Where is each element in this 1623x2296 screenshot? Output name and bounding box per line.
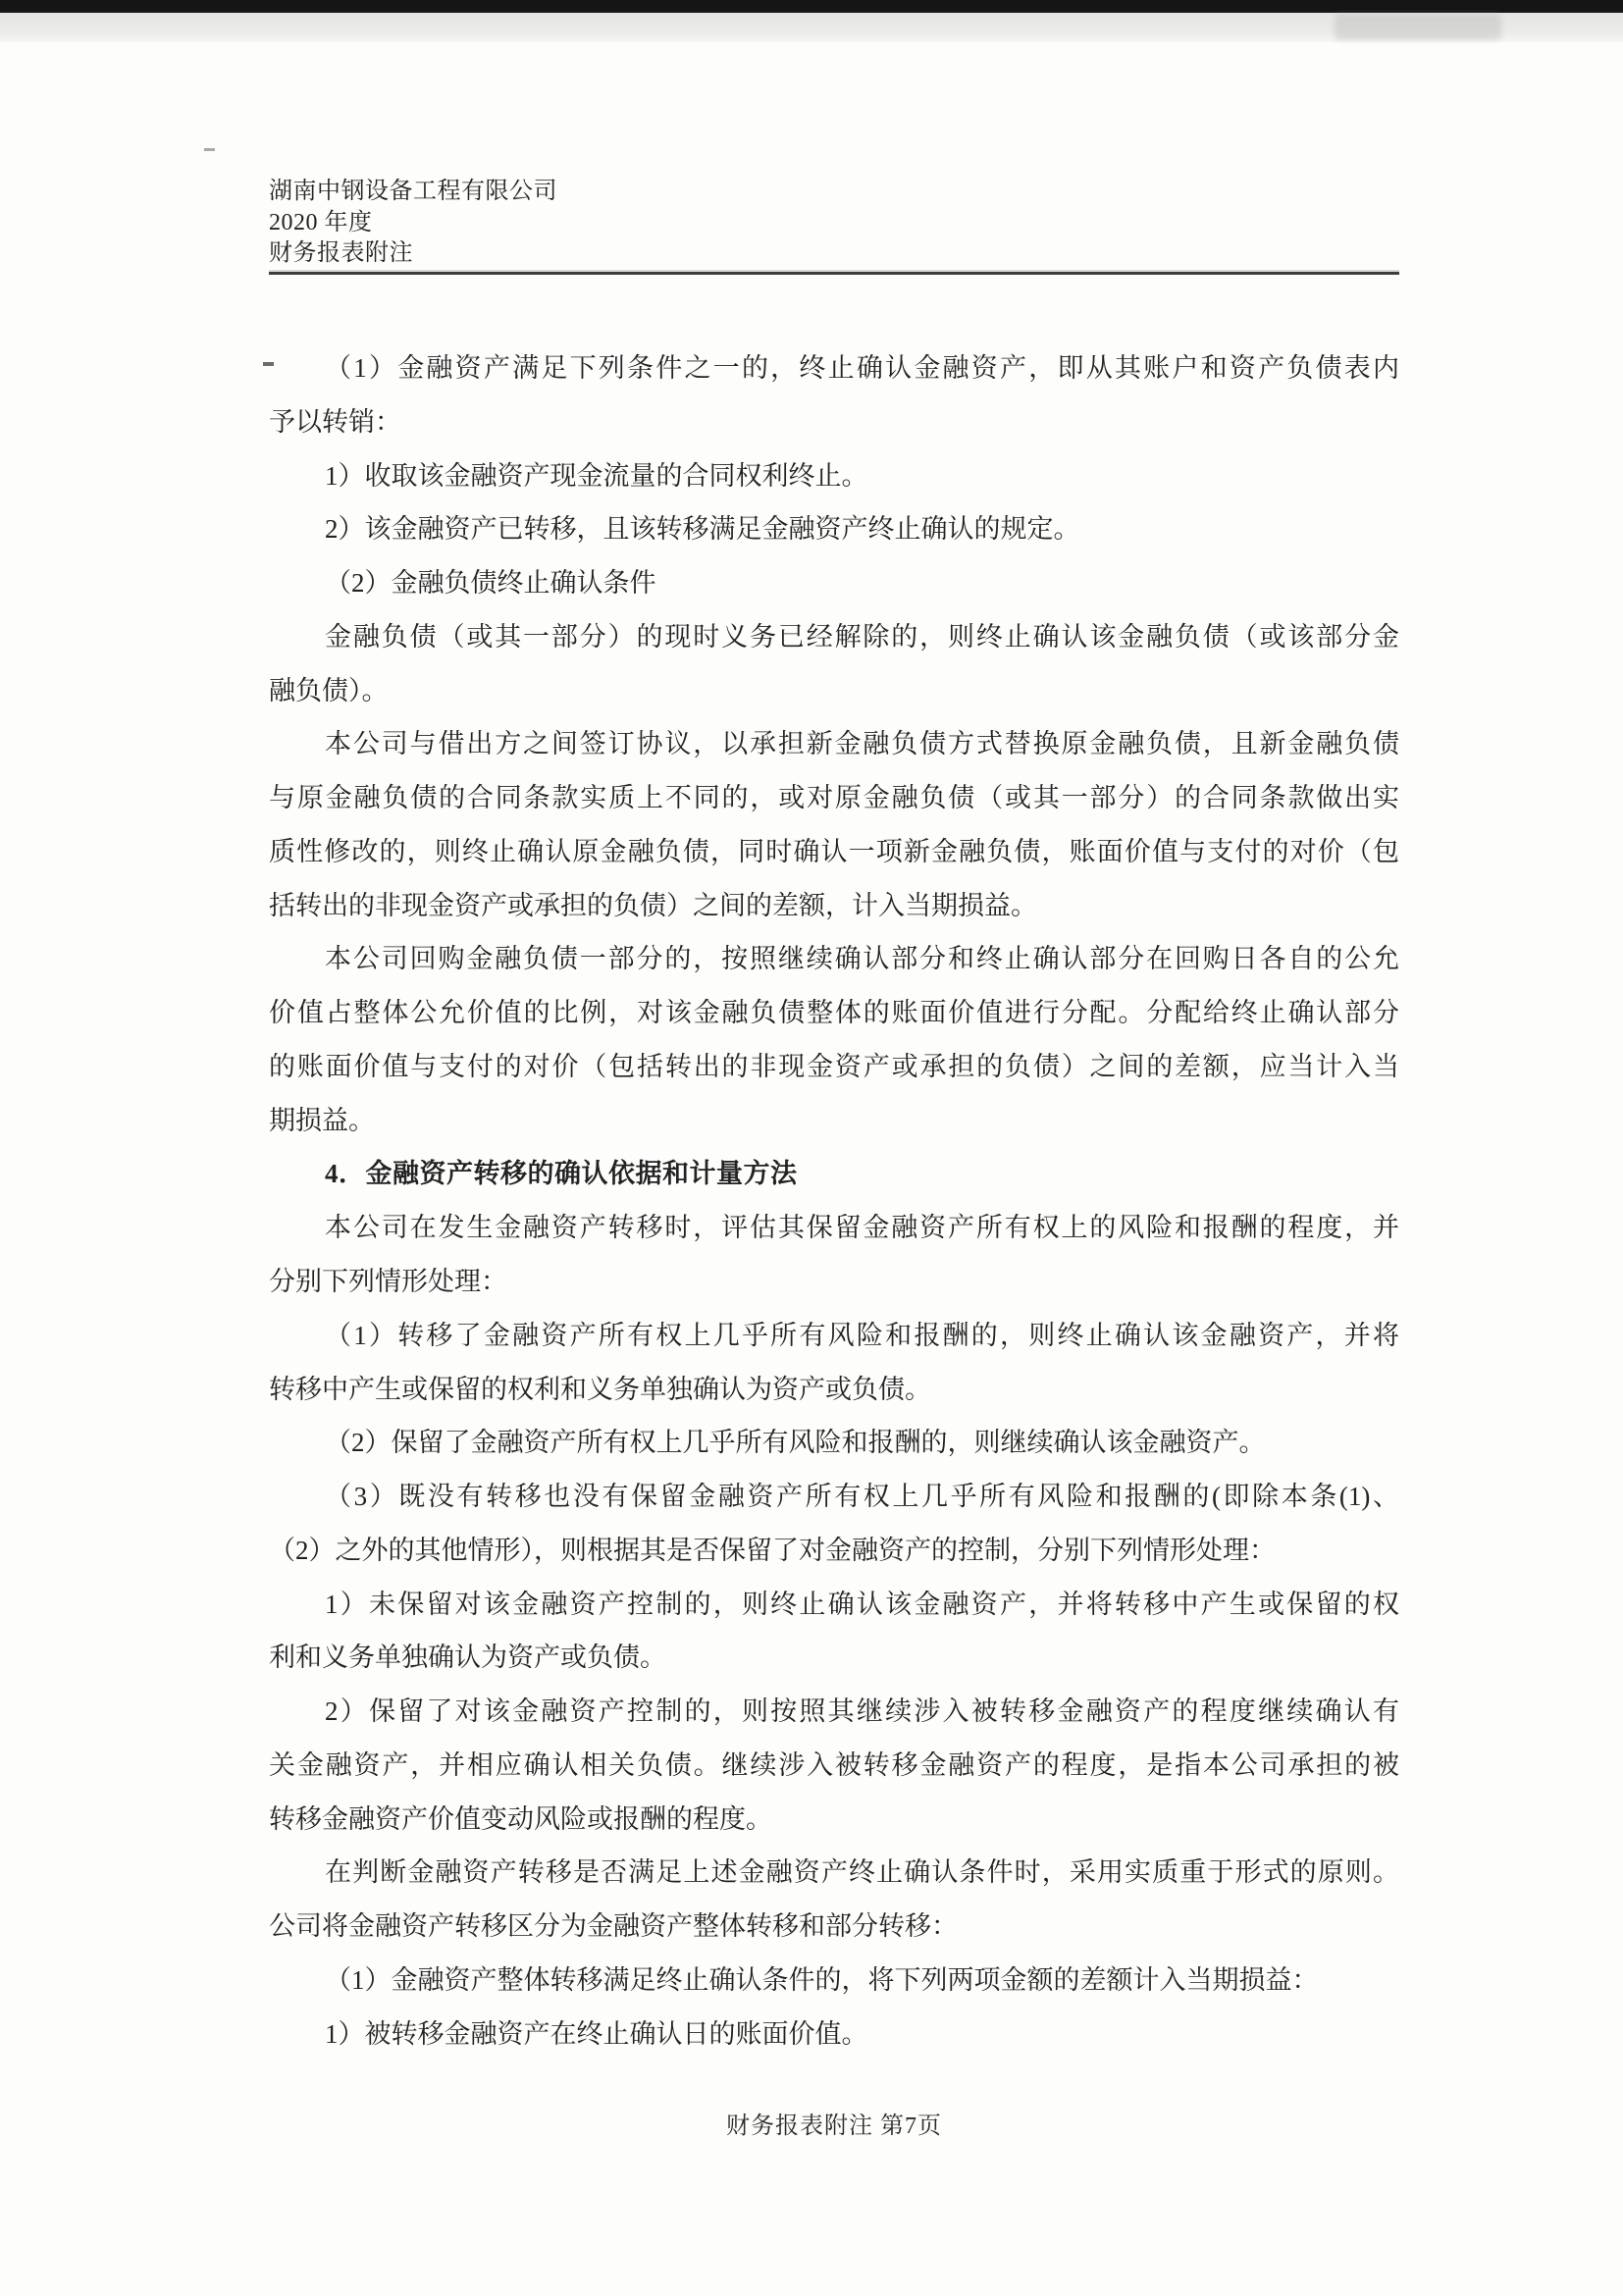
scan-artifact-dash [204,148,215,151]
document-body [269,341,1399,2061]
text-line: 本公司在发生金融资产转移时，评估其保留金融资产所有权上的风险和报酬的程度，并 [325,1213,1399,1243]
text-line: 与原金融负债的合同条款实质上不同的，或对原金融负债（或其一部分）的合同条款做出实 [269,783,1399,813]
text-line: 价值占整体公允价值的比例，对该金融负债整体的账面价值进行分配。分配给终止确认部分 [269,998,1399,1028]
text-line: 利和义务单独确认为资产或负债。 [269,1643,666,1673]
text-line: 2）该金融资产已转移，且该转移满足金融资产终止确认的规定。 [325,514,1080,545]
text-line: 融负债）。 [269,675,389,705]
text-line: 质性修改的，则终止确认原金融负债，同时确认一项新金融负债，账面价值与支付的对价（包 [269,836,1399,866]
text-line: 1）被转移金融资产在终止确认日的账面价值。 [325,2018,868,2049]
text-line: 4．金融资产转移的确认依据和计量方法 [325,1159,798,1189]
text-line: （1）金融资产满足下列条件之一的，终止确认金融资产，即从其账户和资产负债表内 [325,353,1399,383]
text-line: 1）收取该金融资产现金流量的合同权利终止。 [325,460,868,491]
text-line: （2）之外的其他情形），则根据其是否保留了对金融资产的控制，分别下列情形处理： [269,1535,1276,1565]
header-divider-line [269,272,1399,275]
text-line: 2）保留了对该金融资产控制的，则按照其继续涉入被转移金融资产的程度继续确认有 [325,1696,1399,1727]
text-line: （2）保留了金融资产所有权上几乎所有风险和报酬的，则继续确认该金融资产。 [325,1428,1266,1458]
scan-edge-black-bar [0,0,1623,13]
text-line: 括转出的非现金资产或承担的负债）之间的差额，计入当期损益。 [269,890,1037,920]
text-line: （3）既没有转移也没有保留金融资产所有权上几乎所有风险和报酬的(即除本条(1)、 [325,1482,1399,1512]
text-line: 予以转销： [269,406,401,437]
text-line: （2）金融负债终止确认条件 [325,568,656,599]
text-line: 期损益。 [269,1105,375,1135]
footer-page-label: 财务报表附注 第7页 [726,2113,942,2139]
text-line: 本公司与借出方之间签订协议，以承担新金融负债方式替换原金融负债，且新金融负债 [325,729,1399,759]
company-name: 湖南中钢设备工程有限公司 [269,179,557,204]
scan-smudge [1335,14,1501,40]
text-line: 关金融资产，并相应确认相关负债。继续涉入被转移金融资产的程度，是指本公司承担的被 [269,1749,1399,1780]
fiscal-year: 2020 年度 [269,209,373,235]
text-line: 在判断金融资产转移是否满足上述金融资产终止确认条件时，采用实质重于形式的原则。 [325,1857,1399,1888]
text-line: （1）转移了金融资产所有权上几乎所有风险和报酬的，则终止确认该金融资产，并将 [325,1320,1399,1350]
text-line: （1）金融资产整体转移满足终止确认条件的，将下列两项金额的差额计入当期损益： [325,1964,1319,1995]
text-line: 转移金融资产价值变动风险或报酬的程度。 [269,1803,772,1834]
page-footer [269,2106,1399,2140]
text-line: 的账面价值与支付的对价（包括转出的非现金资产或承担的负债）之间的差额，应当计入当 [269,1051,1399,1081]
text-line: 本公司回购金融负债一部分的，按照继续确认部分和终止确认部分在回购日各自的公允 [325,944,1399,974]
text-line: 公司将金融资产转移区分为金融资产整体转移和部分转移： [269,1911,958,1942]
text-line: 分别下列情形处理： [269,1267,507,1297]
text-line: 1）未保留对该金融资产控制的，则终止确认该金融资产，并将转移中产生或保留的权 [325,1589,1399,1619]
text-line: 转移中产生或保留的权利和义务单独确认为资产或负债。 [269,1374,931,1404]
text-line: 金融负债（或其一部分）的现时义务已经解除的，则终止确认该金融负债（或该部分金 [325,621,1399,652]
page-header [269,177,557,270]
document-title: 财务报表附注 [269,240,413,266]
